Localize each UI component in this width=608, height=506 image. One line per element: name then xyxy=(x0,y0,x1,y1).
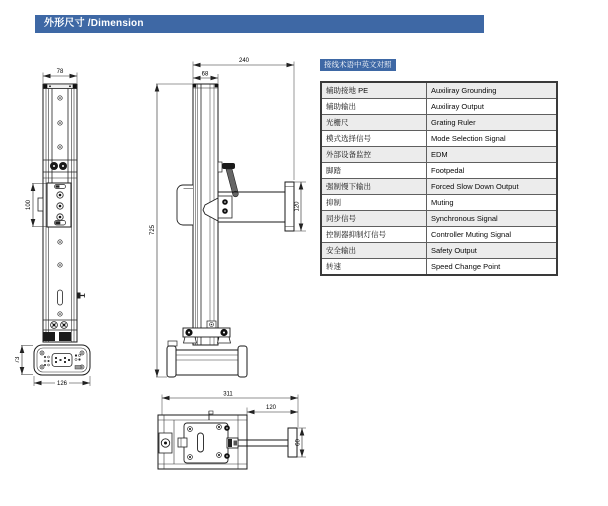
table-row xyxy=(321,82,557,99)
dim-top-overall-length: 311 xyxy=(223,391,233,398)
section-title: 外形尺寸 /Dimension xyxy=(44,18,144,29)
side-base xyxy=(167,341,247,377)
term-en-cell: Auxiliray Grounding xyxy=(427,82,558,99)
term-en-cell: Muting xyxy=(427,195,558,211)
term-cn-cell: 转速 xyxy=(321,259,427,276)
term-cn-cell: 外部设备监控 xyxy=(321,147,427,163)
table-row xyxy=(321,243,557,259)
table-row xyxy=(321,115,557,131)
side-end-plate xyxy=(285,182,294,231)
table-row xyxy=(321,259,557,276)
term-en-cell: Forced Slow Down Output xyxy=(427,179,558,195)
term-en-cell: Controller Muting Signal xyxy=(427,227,558,243)
term-en-cell: Footpedal xyxy=(427,163,558,179)
term-en-cell: Grating Ruler xyxy=(427,115,558,131)
table-row xyxy=(321,131,557,147)
term-cn-cell: 安全输出 xyxy=(321,243,427,259)
terms-table-label: 接线术语中英文对照 xyxy=(320,59,396,71)
terms-table xyxy=(320,81,558,276)
section-header xyxy=(35,15,484,33)
table-row xyxy=(321,227,557,243)
term-en-cell: Auxiliray Output xyxy=(427,99,558,115)
dim-top-plate-width: 60 xyxy=(295,439,302,446)
term-cn-cell: 脚踏 xyxy=(321,163,427,179)
table-row xyxy=(321,211,557,227)
term-en-cell: Synchronous Signal xyxy=(427,211,558,227)
term-cn-cell: 辅助接地 PE xyxy=(321,82,427,99)
side-left-bracket xyxy=(177,185,193,225)
term-en-cell: Speed Change Point xyxy=(427,259,558,276)
term-cn-cell: 同步信号 xyxy=(321,211,427,227)
front-carriage-bolts xyxy=(57,192,63,220)
dim-front-base-height: 73 xyxy=(15,356,21,364)
dim-side-column-depth: 68 xyxy=(201,71,209,78)
term-en-cell: Safety Output xyxy=(427,243,558,259)
table-row xyxy=(321,179,557,195)
term-cn-cell: 模式选择信号 xyxy=(321,131,427,147)
term-en-cell: Mode Selection Signal xyxy=(427,131,558,147)
term-en-cell: EDM xyxy=(427,147,558,163)
top-view-drawing xyxy=(148,390,310,485)
front-view-drawing xyxy=(15,52,140,392)
dim-front-column-width: 78 xyxy=(56,69,64,75)
table-row xyxy=(321,163,557,179)
term-cn-cell: 控制器抑制灯信号 xyxy=(321,227,427,243)
term-cn-cell: 抑制 xyxy=(321,195,427,211)
dim-side-overall-height: 725 xyxy=(150,224,156,236)
term-cn-cell: 强制慢下输出 xyxy=(321,179,427,195)
table-row xyxy=(321,147,557,163)
table-row xyxy=(321,195,557,211)
term-cn-cell: 光栅尺 xyxy=(321,115,427,131)
dim-top-arm-length: 120 xyxy=(265,405,277,411)
dim-front-carriage-height: 100 xyxy=(26,199,32,211)
dim-side-plate-height: 120 xyxy=(294,201,301,212)
front-base xyxy=(34,345,90,375)
term-cn-cell: 辅助输出 xyxy=(321,99,427,115)
front-side-knob xyxy=(77,293,81,299)
dim-side-overall-depth: 240 xyxy=(238,58,250,64)
table-row xyxy=(321,99,557,115)
side-view-drawing xyxy=(148,52,310,392)
dim-front-base-width: 126 xyxy=(56,381,68,387)
